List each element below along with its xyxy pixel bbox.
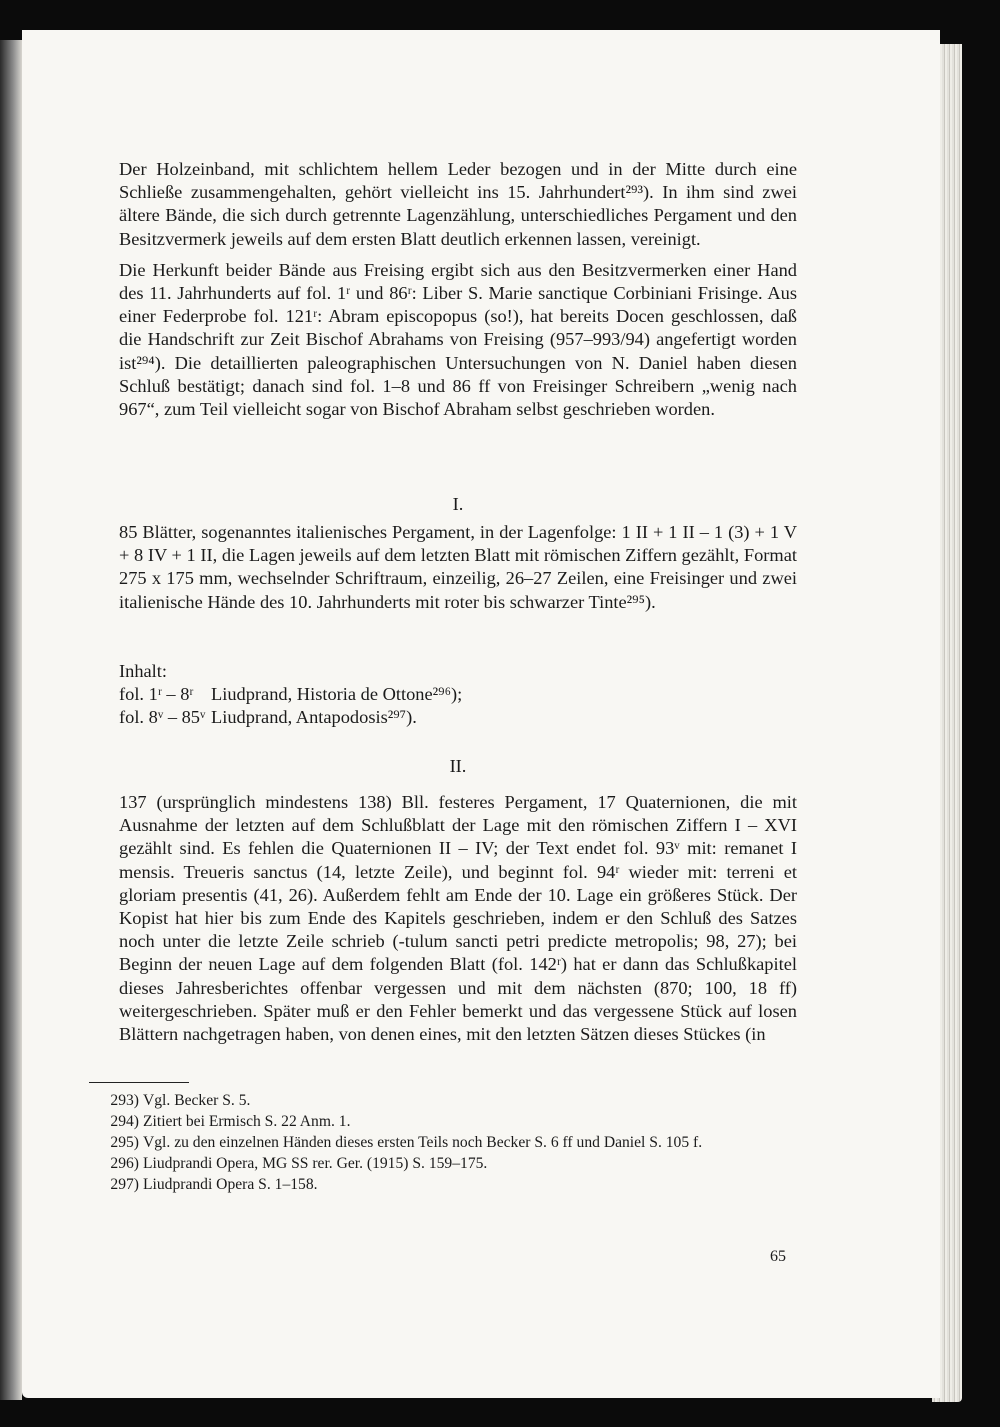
footnote	[89, 1132, 797, 1153]
footnote-text: Zitiert bei Ermisch S. 22 Anm. 1.	[143, 1113, 351, 1130]
footnote-rule	[89, 1082, 189, 1083]
footnote-number: 293)	[110, 1092, 139, 1109]
contents-list	[119, 660, 797, 730]
section-heading-2: II.	[449, 756, 467, 776]
footnote-number: 296)	[110, 1155, 139, 1172]
work-title: Liudprand, Antapodosis²⁹⁷).	[211, 707, 417, 728]
folio-range: fol. 8ᵛ – 85ᵛ	[119, 707, 206, 728]
footnote-text: Vgl. Becker S. 5.	[143, 1092, 251, 1109]
footnote	[89, 1174, 797, 1195]
section-2-description: 137 (ursprünglich mindestens 138) Bll. festeres Pergament, 17 Quaternionen, die mit Ausnahme der letzten auf dem Schlußblatt der Lage mit den römischen Ziffern I – XVI gezählt sind. Es fehlen die Quaternionen II – IV; der Text endet fol. 93ᵛ mit: remanet I mensis. Treueris sanctus (14, letzte Zeile), und beginnt fol. 94ʳ wieder mit: terreni et gloriam presentis (41, 26). Außerdem fehlt am Ende der 10. Lage ein größeres Stück. Der Kopist hat hier bis zum Ende des Kapitels geschrieben, indem er den Schluß des Satzes noch unter die letzte Zeile schrieb (-tulum sancti petri predicte metropolis; 98, 27); bei Beginn der neuen Lage auf dem folgenden Blatt (fol. 142ʳ) hat er dann das Schlußkapitel dieses Jahresberichtes offenbar vergessen und mit dem nächsten (870; 100, 18 ff) weitergeschrieben. Später muß er den Fehler bemerkt und das vergessene Stück auf losen Blättern nachgetragen haben, von denen eines, mit den letzten Sätzen dieses Stückes (in	[119, 792, 797, 1045]
paragraph-provenance: Die Herkunft beider Bände aus Freising ergibt sich aus den Besitzvermerken einer Hand des 11. Jahrhunderts auf fol. 1ʳ und 86ʳ: Liber S. Marie sanctique Corbiniani Frisinge. Aus einer Federprobe fol. 121ʳ: Abram episcopopus (so!), hat bereits Docen geschlossen, daß die Handschrift zur Zeit Bischof Abrahams von Freising (957–993/94) angefertigt worden ist²⁹⁴). Die detaillierten paleographischen Untersuchungen von N. Daniel haben diesen Schluß bestätigt; danach sind fol. 1–8 und 86 ff von Freisinger Schreibern „wenig nach 967“, zum Teil vielleicht sogar von Bischof Abraham selbst geschrieben worden.	[119, 259, 797, 420]
footnote-number: 297)	[110, 1176, 139, 1193]
folio-range: fol. 1ʳ – 8ʳ	[119, 684, 194, 705]
footnote	[89, 1090, 797, 1111]
footnotes	[89, 1090, 797, 1195]
paragraph-binding: Der Holzeinband, mit schlichtem hellem Leder bezogen und in der Mitte durch eine Schließe zusammengehalten, gehört vielleicht ins 15. Jahrhundert²⁹³). In ihm sind zwei ältere Bände, die sich durch getrennte Lagenzählung, unterschiedliches Pergament und den Besitzvermerk jeweils auf dem ersten Blatt deutlich erkennen lassen, vereinigt.	[119, 159, 797, 249]
work-title: Liudprand, Historia de Ottone²⁹⁶);	[211, 684, 463, 705]
footnote-text: Vgl. zu den einzelnen Händen dieses ersten Teils noch Becker S. 6 ff und Daniel S. 105 f.	[143, 1134, 703, 1151]
footnote-text: Liudprandi Opera, MG SS rer. Ger. (1915) S. 159–175.	[143, 1155, 488, 1172]
footnote	[89, 1111, 797, 1132]
contents-label: Inhalt:	[119, 661, 168, 681]
contents-row	[119, 683, 797, 706]
section-1-description: 85 Blätter, sogenanntes italienisches Pergament, in der Lagenfolge: 1 II + 1 II – 1 (3) + 1 V + 8 IV + 1 II, die Lagen jeweils auf dem letzten Blatt mit römischen Ziffern gezählt, Format 275 x 175 mm, wechselnder Schriftraum, einzeilig, 26–27 Zeilen, eine Freisinger und zwei italienische Hände des 10. Jahrhunderts mit roter bis schwarzer Tinte²⁹⁵).	[119, 522, 797, 612]
intro-block	[119, 158, 797, 421]
footnote-number: 295)	[110, 1134, 139, 1151]
section-heading-1: I.	[452, 494, 464, 514]
footnote	[89, 1153, 797, 1174]
contents-row	[119, 706, 797, 729]
book-gutter-shadow	[0, 40, 22, 1400]
footnote-text: Liudprandi Opera S. 1–158.	[143, 1176, 318, 1193]
page-number: 65	[770, 1248, 786, 1265]
footnote-number: 294)	[110, 1113, 139, 1130]
